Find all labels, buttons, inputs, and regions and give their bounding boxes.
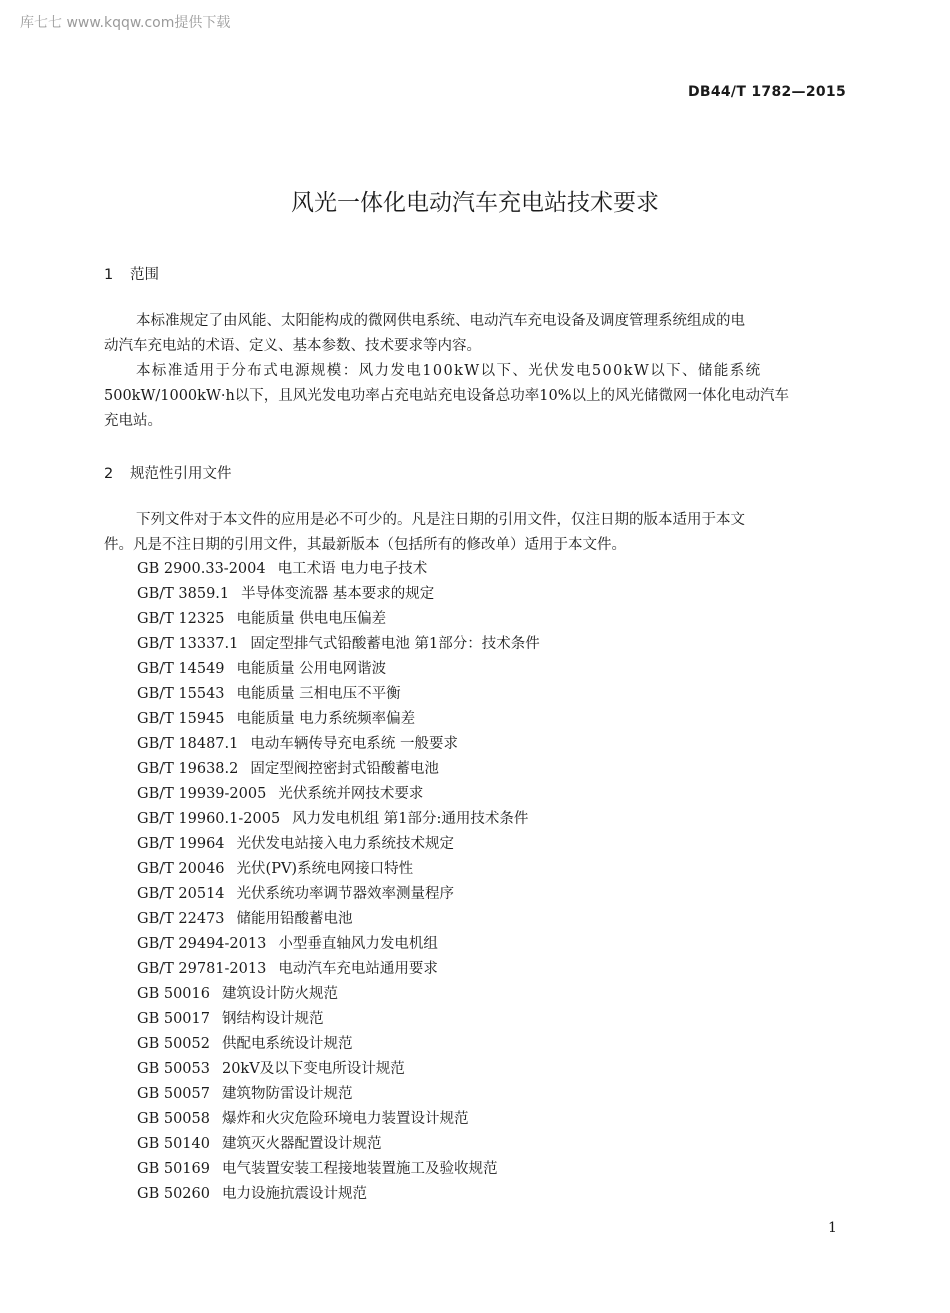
- reference-item: [137, 1132, 540, 1157]
- scope-paragraph-1: [104, 309, 846, 359]
- reference-item: [137, 1057, 540, 1082]
- reference-code: GB/T 22473: [137, 911, 225, 927]
- reference-title: 光伏系统功率调节器效率测量程序: [236, 886, 455, 902]
- reference-code: GB/T 13337.1: [137, 636, 239, 652]
- reference-code: GB/T 19960.1-2005: [137, 811, 281, 827]
- page-number: 1: [828, 1220, 837, 1236]
- reference-title: 20kV及以下变电所设计规范: [221, 1061, 405, 1077]
- reference-title: 电动车辆传导充电系统 一般要求: [250, 736, 458, 752]
- reference-title: 电能质量 三相电压不平衡: [236, 686, 401, 702]
- paragraph-line: 500kW/1000kW·h以下，且风光发电功率占充电站充电设备总功率10%以上的风光储微网一体化电动汽车: [104, 388, 790, 404]
- reference-code: GB/T 19964: [137, 836, 225, 852]
- reference-item: [137, 1157, 540, 1182]
- reference-code: GB/T 15945: [137, 711, 225, 727]
- reference-code: GB/T 14549: [137, 661, 225, 677]
- reference-title: 光伏(PV)系统电网接口特性: [236, 861, 414, 877]
- reference-code: GB 50053: [137, 1061, 210, 1077]
- standard-code: DB44/T 1782—2015: [687, 84, 846, 100]
- paragraph-line: 件。凡是不注日期的引用文件，其最新版本（包括所有的修改单）适用于本文件。: [104, 537, 626, 553]
- section-2-heading: [104, 462, 232, 483]
- reference-title: 光伏系统并网技术要求: [278, 786, 424, 802]
- reference-code: GB 50016: [137, 986, 210, 1002]
- section-number: 1: [104, 267, 114, 283]
- reference-item: [137, 957, 540, 982]
- document-title: 风光一体化电动汽车充电站技术要求: [291, 190, 659, 216]
- reference-title: 小型垂直轴风力发电机组: [278, 936, 438, 952]
- reference-item: [137, 607, 540, 632]
- reference-code: GB/T 12325: [137, 611, 225, 627]
- watermark-text: 库七七 www.kqqw.com提供下载: [20, 15, 231, 31]
- reference-code: GB 50058: [137, 1111, 210, 1127]
- reference-code: GB 50052: [137, 1036, 210, 1052]
- reference-title: 供配电系统设计规范: [221, 1036, 353, 1052]
- reference-item: [137, 1007, 540, 1032]
- reference-item: [137, 557, 540, 582]
- reference-item: [137, 682, 540, 707]
- reference-item: [137, 732, 540, 757]
- reference-item: [137, 882, 540, 907]
- reference-code: GB/T 29781-2013: [137, 961, 267, 977]
- reference-title: 电工术语 电力电子技术: [277, 561, 428, 577]
- reference-title: 电能质量 公用电网谐波: [236, 661, 387, 677]
- reference-title: 电动汽车充电站通用要求: [278, 961, 438, 977]
- reference-code: GB 50140: [137, 1136, 210, 1152]
- section-title: 范围: [130, 267, 159, 283]
- reference-code: GB/T 19638.2: [137, 761, 239, 777]
- reference-item: [137, 582, 540, 607]
- reference-title: 钢结构设计规范: [221, 1011, 324, 1027]
- reference-code: GB/T 20514: [137, 886, 225, 902]
- reference-code: GB/T 29494-2013: [137, 936, 267, 952]
- reference-item: [137, 1182, 540, 1207]
- reference-code: GB 50057: [137, 1086, 210, 1102]
- reference-code: GB/T 18487.1: [137, 736, 239, 752]
- reference-code: GB 2900.33-2004: [137, 561, 266, 577]
- paragraph-line: 充电站。: [104, 413, 162, 429]
- reference-title: 固定型排气式铅酸蓄电池 第1部分：技术条件: [250, 636, 540, 652]
- paragraph-line: 下列文件对于本文件的应用是必不可少的。凡是注日期的引用文件，仅注日期的版本适用于本文: [136, 512, 745, 528]
- reference-item: [137, 1082, 540, 1107]
- reference-item: [137, 857, 540, 882]
- reference-code: GB 50260: [137, 1186, 210, 1202]
- reference-item: [137, 982, 540, 1007]
- reference-item: [137, 832, 540, 857]
- paragraph-line: 动汽车充电站的术语、定义、基本参数、技术要求等内容。: [104, 338, 481, 354]
- scope-paragraph-2: [104, 359, 846, 434]
- section-title: 规范性引用文件: [130, 466, 232, 482]
- reference-item: [137, 1107, 540, 1132]
- reference-title: 电气装置安装工程接地装置施工及验收规范: [221, 1161, 498, 1177]
- reference-title: 电能质量 供电电压偏差: [236, 611, 387, 627]
- reference-code: GB 50017: [137, 1011, 210, 1027]
- section-number: 2: [104, 466, 114, 482]
- reference-title: 建筑物防雷设计规范: [221, 1086, 353, 1102]
- reference-title: 爆炸和火灾危险环境电力装置设计规范: [221, 1111, 469, 1127]
- references-intro-paragraph: [104, 508, 846, 558]
- section-1-heading: [104, 263, 159, 284]
- reference-title: 建筑灭火器配置设计规范: [221, 1136, 382, 1152]
- reference-code: GB/T 20046: [137, 861, 225, 877]
- reference-item: [137, 807, 540, 832]
- reference-item: [137, 932, 540, 957]
- reference-item: [137, 1032, 540, 1057]
- reference-title: 光伏发电站接入电力系统技术规定: [236, 836, 455, 852]
- reference-item: [137, 757, 540, 782]
- reference-item: [137, 657, 540, 682]
- reference-title: 储能用铅酸蓄电池: [236, 911, 353, 927]
- reference-title: 电能质量 电力系统频率偏差: [236, 711, 416, 727]
- reference-title: 固定型阀控密封式铅酸蓄电池: [250, 761, 439, 777]
- reference-code: GB/T 3859.1: [137, 586, 230, 602]
- reference-item: [137, 632, 540, 657]
- reference-title: 建筑设计防火规范: [221, 986, 338, 1002]
- reference-item: [137, 907, 540, 932]
- reference-code: GB 50169: [137, 1161, 210, 1177]
- reference-item: [137, 707, 540, 732]
- paragraph-line: 本标准规定了由风能、太阳能构成的微网供电系统、电动汽车充电设备及调度管理系统组成的电: [136, 313, 745, 329]
- reference-code: GB/T 19939-2005: [137, 786, 267, 802]
- reference-title: 半导体变流器 基本要求的规定: [241, 586, 435, 602]
- normative-references-list: [137, 557, 540, 1207]
- reference-title: 风力发电机组 第1部分:通用技术条件: [292, 811, 529, 827]
- reference-code: GB/T 15543: [137, 686, 225, 702]
- paragraph-line: 本标准适用于分布式电源规模：风力发电100kW以下、光伏发电500kW以下、储能系统: [136, 363, 762, 379]
- reference-title: 电力设施抗震设计规范: [221, 1186, 367, 1202]
- reference-item: [137, 782, 540, 807]
